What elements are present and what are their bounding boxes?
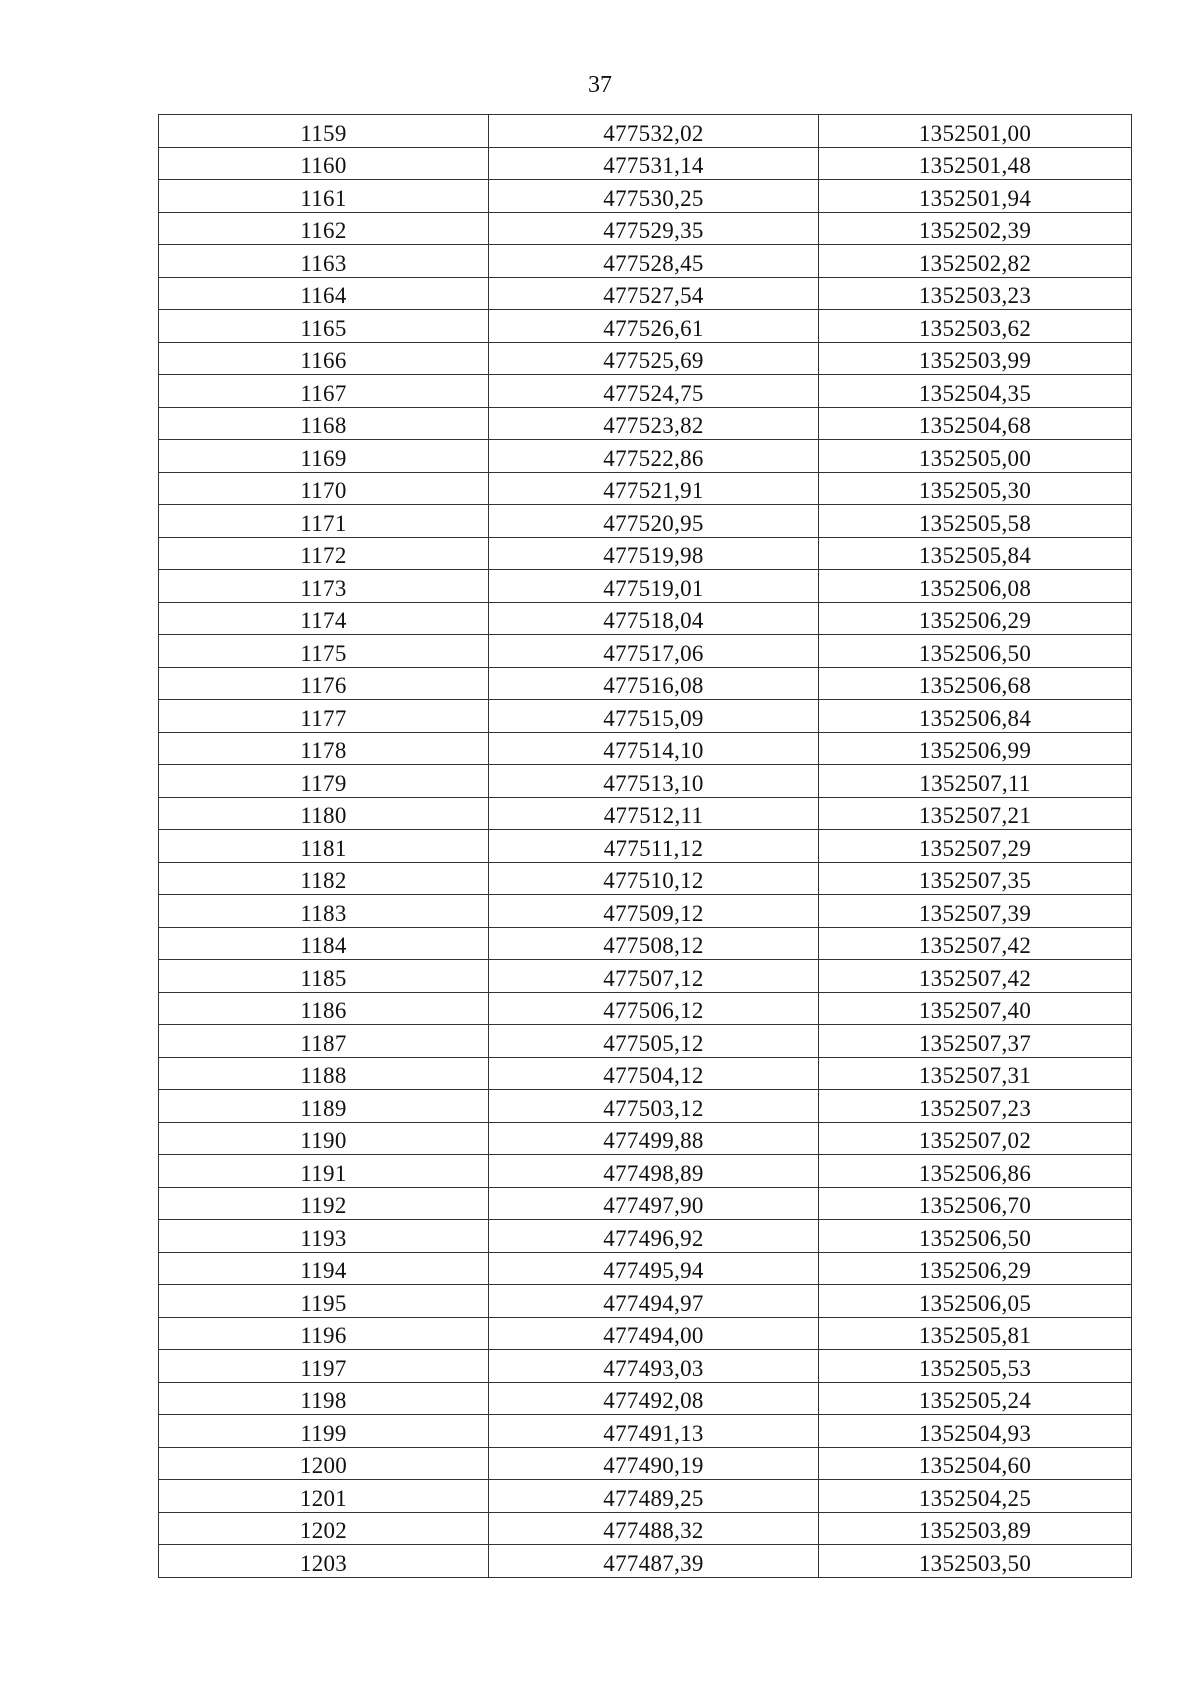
y-coordinate-cell: 1352504,93 bbox=[819, 1415, 1132, 1448]
point-number-cell: 1189 bbox=[159, 1090, 489, 1123]
point-number-cell: 1182 bbox=[159, 862, 489, 895]
table-row bbox=[159, 667, 1132, 700]
y-coordinate-cell: 1352505,00 bbox=[819, 440, 1132, 473]
table-row bbox=[159, 472, 1132, 505]
table-row bbox=[159, 1220, 1132, 1253]
x-coordinate-cell: 477524,75 bbox=[489, 375, 819, 408]
y-coordinate-cell: 1352503,62 bbox=[819, 310, 1132, 343]
x-coordinate-cell: 477503,12 bbox=[489, 1090, 819, 1123]
table-row bbox=[159, 1025, 1132, 1058]
table-row bbox=[159, 732, 1132, 765]
x-coordinate-cell: 477521,91 bbox=[489, 472, 819, 505]
x-coordinate-cell: 477507,12 bbox=[489, 960, 819, 993]
point-number-cell: 1165 bbox=[159, 310, 489, 343]
x-coordinate-cell: 477515,09 bbox=[489, 700, 819, 733]
y-coordinate-cell: 1352506,68 bbox=[819, 667, 1132, 700]
x-coordinate-cell: 477509,12 bbox=[489, 895, 819, 928]
y-coordinate-cell: 1352507,42 bbox=[819, 927, 1132, 960]
table-row bbox=[159, 147, 1132, 180]
point-number-cell: 1202 bbox=[159, 1512, 489, 1545]
point-number-cell: 1193 bbox=[159, 1220, 489, 1253]
table-row bbox=[159, 765, 1132, 798]
y-coordinate-cell: 1352505,84 bbox=[819, 537, 1132, 570]
table-row bbox=[159, 1187, 1132, 1220]
point-number-cell: 1186 bbox=[159, 992, 489, 1025]
y-coordinate-cell: 1352507,31 bbox=[819, 1057, 1132, 1090]
point-number-cell: 1194 bbox=[159, 1252, 489, 1285]
x-coordinate-cell: 477498,89 bbox=[489, 1155, 819, 1188]
x-coordinate-cell: 477504,12 bbox=[489, 1057, 819, 1090]
x-coordinate-cell: 477531,14 bbox=[489, 147, 819, 180]
table-row bbox=[159, 407, 1132, 440]
table-row bbox=[159, 1382, 1132, 1415]
x-coordinate-cell: 477494,00 bbox=[489, 1317, 819, 1350]
y-coordinate-cell: 1352502,82 bbox=[819, 245, 1132, 278]
point-number-cell: 1175 bbox=[159, 635, 489, 668]
table-row bbox=[159, 700, 1132, 733]
y-coordinate-cell: 1352505,81 bbox=[819, 1317, 1132, 1350]
point-number-cell: 1195 bbox=[159, 1285, 489, 1318]
point-number-cell: 1183 bbox=[159, 895, 489, 928]
x-coordinate-cell: 477499,88 bbox=[489, 1122, 819, 1155]
page-number: 37 bbox=[588, 72, 612, 98]
table-row bbox=[159, 310, 1132, 343]
x-coordinate-cell: 477487,39 bbox=[489, 1545, 819, 1578]
point-number-cell: 1159 bbox=[159, 115, 489, 148]
point-number-cell: 1201 bbox=[159, 1480, 489, 1513]
x-coordinate-cell: 477497,90 bbox=[489, 1187, 819, 1220]
x-coordinate-cell: 477506,12 bbox=[489, 992, 819, 1025]
point-number-cell: 1168 bbox=[159, 407, 489, 440]
point-number-cell: 1170 bbox=[159, 472, 489, 505]
x-coordinate-cell: 477513,10 bbox=[489, 765, 819, 798]
x-coordinate-cell: 477491,13 bbox=[489, 1415, 819, 1448]
y-coordinate-cell: 1352503,99 bbox=[819, 342, 1132, 375]
x-coordinate-cell: 477527,54 bbox=[489, 277, 819, 310]
point-number-cell: 1174 bbox=[159, 602, 489, 635]
table-row bbox=[159, 960, 1132, 993]
point-number-cell: 1169 bbox=[159, 440, 489, 473]
point-number-cell: 1184 bbox=[159, 927, 489, 960]
x-coordinate-cell: 477490,19 bbox=[489, 1447, 819, 1480]
table-row bbox=[159, 1155, 1132, 1188]
table-row bbox=[159, 1480, 1132, 1513]
table-row bbox=[159, 440, 1132, 473]
y-coordinate-cell: 1352504,35 bbox=[819, 375, 1132, 408]
table-row bbox=[159, 797, 1132, 830]
point-number-cell: 1180 bbox=[159, 797, 489, 830]
point-number-cell: 1196 bbox=[159, 1317, 489, 1350]
x-coordinate-cell: 477512,11 bbox=[489, 797, 819, 830]
table-row bbox=[159, 212, 1132, 245]
y-coordinate-cell: 1352504,68 bbox=[819, 407, 1132, 440]
table-row bbox=[159, 505, 1132, 538]
y-coordinate-cell: 1352505,58 bbox=[819, 505, 1132, 538]
point-number-cell: 1176 bbox=[159, 667, 489, 700]
x-coordinate-cell: 477519,98 bbox=[489, 537, 819, 570]
table-row bbox=[159, 1317, 1132, 1350]
x-coordinate-cell: 477517,06 bbox=[489, 635, 819, 668]
point-number-cell: 1160 bbox=[159, 147, 489, 180]
table-row bbox=[159, 602, 1132, 635]
point-number-cell: 1177 bbox=[159, 700, 489, 733]
table-row bbox=[159, 1122, 1132, 1155]
coordinates-table-body bbox=[159, 115, 1132, 1578]
y-coordinate-cell: 1352507,42 bbox=[819, 960, 1132, 993]
table-row bbox=[159, 180, 1132, 213]
y-coordinate-cell: 1352507,11 bbox=[819, 765, 1132, 798]
y-coordinate-cell: 1352507,21 bbox=[819, 797, 1132, 830]
x-coordinate-cell: 477525,69 bbox=[489, 342, 819, 375]
y-coordinate-cell: 1352506,50 bbox=[819, 635, 1132, 668]
coordinates-table bbox=[158, 114, 1132, 1578]
point-number-cell: 1192 bbox=[159, 1187, 489, 1220]
y-coordinate-cell: 1352507,29 bbox=[819, 830, 1132, 863]
x-coordinate-cell: 477496,92 bbox=[489, 1220, 819, 1253]
y-coordinate-cell: 1352506,86 bbox=[819, 1155, 1132, 1188]
y-coordinate-cell: 1352506,29 bbox=[819, 1252, 1132, 1285]
table-row bbox=[159, 830, 1132, 863]
point-number-cell: 1172 bbox=[159, 537, 489, 570]
y-coordinate-cell: 1352502,39 bbox=[819, 212, 1132, 245]
x-coordinate-cell: 477511,12 bbox=[489, 830, 819, 863]
table-row bbox=[159, 245, 1132, 278]
table-row bbox=[159, 1285, 1132, 1318]
x-coordinate-cell: 477493,03 bbox=[489, 1350, 819, 1383]
x-coordinate-cell: 477505,12 bbox=[489, 1025, 819, 1058]
x-coordinate-cell: 477520,95 bbox=[489, 505, 819, 538]
point-number-cell: 1173 bbox=[159, 570, 489, 603]
table-row bbox=[159, 115, 1132, 148]
y-coordinate-cell: 1352507,23 bbox=[819, 1090, 1132, 1123]
point-number-cell: 1197 bbox=[159, 1350, 489, 1383]
point-number-cell: 1162 bbox=[159, 212, 489, 245]
y-coordinate-cell: 1352503,23 bbox=[819, 277, 1132, 310]
point-number-cell: 1203 bbox=[159, 1545, 489, 1578]
y-coordinate-cell: 1352505,53 bbox=[819, 1350, 1132, 1383]
x-coordinate-cell: 477522,86 bbox=[489, 440, 819, 473]
y-coordinate-cell: 1352504,25 bbox=[819, 1480, 1132, 1513]
y-coordinate-cell: 1352503,50 bbox=[819, 1545, 1132, 1578]
table-row bbox=[159, 1057, 1132, 1090]
x-coordinate-cell: 477530,25 bbox=[489, 180, 819, 213]
point-number-cell: 1163 bbox=[159, 245, 489, 278]
y-coordinate-cell: 1352507,37 bbox=[819, 1025, 1132, 1058]
x-coordinate-cell: 477494,97 bbox=[489, 1285, 819, 1318]
point-number-cell: 1181 bbox=[159, 830, 489, 863]
y-coordinate-cell: 1352506,05 bbox=[819, 1285, 1132, 1318]
x-coordinate-cell: 477495,94 bbox=[489, 1252, 819, 1285]
y-coordinate-cell: 1352506,84 bbox=[819, 700, 1132, 733]
x-coordinate-cell: 477528,45 bbox=[489, 245, 819, 278]
table-row bbox=[159, 1512, 1132, 1545]
y-coordinate-cell: 1352506,08 bbox=[819, 570, 1132, 603]
x-coordinate-cell: 477489,25 bbox=[489, 1480, 819, 1513]
point-number-cell: 1178 bbox=[159, 732, 489, 765]
x-coordinate-cell: 477508,12 bbox=[489, 927, 819, 960]
point-number-cell: 1164 bbox=[159, 277, 489, 310]
x-coordinate-cell: 477492,08 bbox=[489, 1382, 819, 1415]
y-coordinate-cell: 1352507,39 bbox=[819, 895, 1132, 928]
point-number-cell: 1187 bbox=[159, 1025, 489, 1058]
y-coordinate-cell: 1352501,94 bbox=[819, 180, 1132, 213]
y-coordinate-cell: 1352507,35 bbox=[819, 862, 1132, 895]
x-coordinate-cell: 477510,12 bbox=[489, 862, 819, 895]
y-coordinate-cell: 1352507,02 bbox=[819, 1122, 1132, 1155]
x-coordinate-cell: 477526,61 bbox=[489, 310, 819, 343]
point-number-cell: 1198 bbox=[159, 1382, 489, 1415]
point-number-cell: 1191 bbox=[159, 1155, 489, 1188]
table-row bbox=[159, 1415, 1132, 1448]
y-coordinate-cell: 1352504,60 bbox=[819, 1447, 1132, 1480]
y-coordinate-cell: 1352501,00 bbox=[819, 115, 1132, 148]
point-number-cell: 1161 bbox=[159, 180, 489, 213]
y-coordinate-cell: 1352505,30 bbox=[819, 472, 1132, 505]
x-coordinate-cell: 477488,32 bbox=[489, 1512, 819, 1545]
point-number-cell: 1190 bbox=[159, 1122, 489, 1155]
table-row bbox=[159, 992, 1132, 1025]
table-row bbox=[159, 1545, 1132, 1578]
x-coordinate-cell: 477523,82 bbox=[489, 407, 819, 440]
point-number-cell: 1171 bbox=[159, 505, 489, 538]
point-number-cell: 1166 bbox=[159, 342, 489, 375]
x-coordinate-cell: 477529,35 bbox=[489, 212, 819, 245]
table-row bbox=[159, 927, 1132, 960]
y-coordinate-cell: 1352505,24 bbox=[819, 1382, 1132, 1415]
table-row bbox=[159, 537, 1132, 570]
point-number-cell: 1199 bbox=[159, 1415, 489, 1448]
y-coordinate-cell: 1352503,89 bbox=[819, 1512, 1132, 1545]
table-row bbox=[159, 1252, 1132, 1285]
y-coordinate-cell: 1352507,40 bbox=[819, 992, 1132, 1025]
table-row bbox=[159, 895, 1132, 928]
point-number-cell: 1167 bbox=[159, 375, 489, 408]
point-number-cell: 1200 bbox=[159, 1447, 489, 1480]
point-number-cell: 1185 bbox=[159, 960, 489, 993]
x-coordinate-cell: 477518,04 bbox=[489, 602, 819, 635]
table-row bbox=[159, 277, 1132, 310]
y-coordinate-cell: 1352506,70 bbox=[819, 1187, 1132, 1220]
table-row bbox=[159, 1350, 1132, 1383]
table-row bbox=[159, 375, 1132, 408]
table-row bbox=[159, 1447, 1132, 1480]
y-coordinate-cell: 1352501,48 bbox=[819, 147, 1132, 180]
x-coordinate-cell: 477516,08 bbox=[489, 667, 819, 700]
table-row bbox=[159, 635, 1132, 668]
point-number-cell: 1179 bbox=[159, 765, 489, 798]
table-row bbox=[159, 570, 1132, 603]
table-row bbox=[159, 1090, 1132, 1123]
x-coordinate-cell: 477514,10 bbox=[489, 732, 819, 765]
x-coordinate-cell: 477532,02 bbox=[489, 115, 819, 148]
table-row bbox=[159, 342, 1132, 375]
y-coordinate-cell: 1352506,99 bbox=[819, 732, 1132, 765]
y-coordinate-cell: 1352506,50 bbox=[819, 1220, 1132, 1253]
x-coordinate-cell: 477519,01 bbox=[489, 570, 819, 603]
y-coordinate-cell: 1352506,29 bbox=[819, 602, 1132, 635]
table-row bbox=[159, 862, 1132, 895]
point-number-cell: 1188 bbox=[159, 1057, 489, 1090]
